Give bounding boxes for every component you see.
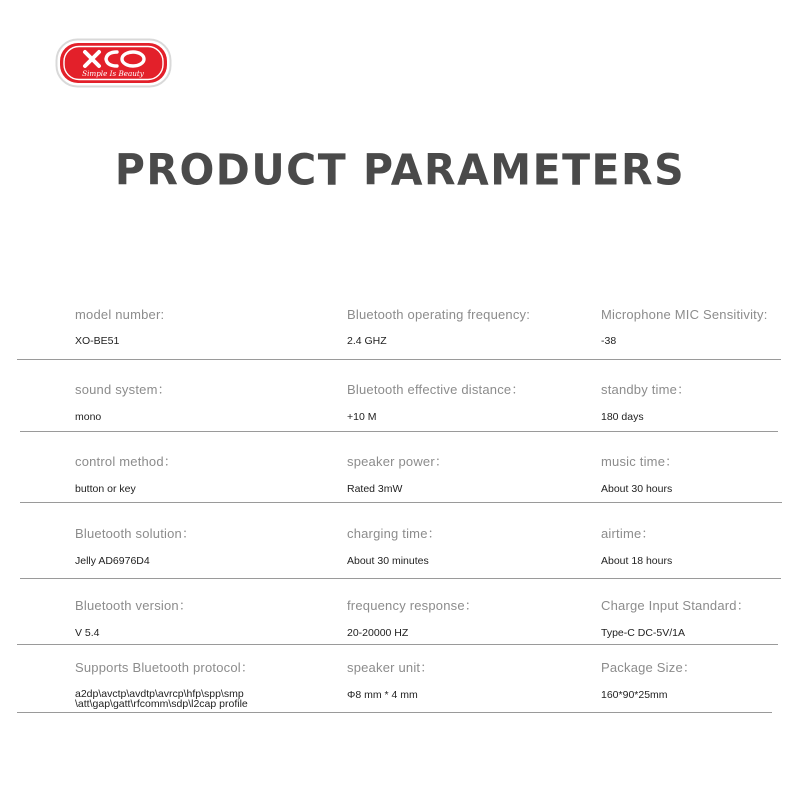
parameter-label: airtime： [601,526,655,541]
parameter-cell [75,523,195,567]
parameter-value: button or key [75,483,136,495]
parameter-value: +10 M [347,411,377,423]
parameter-label: Bluetooth effective distance： [347,382,525,397]
row-divider [20,578,781,579]
parameter-value: About 30 minutes [347,555,429,567]
parameter-value: Φ8 mm * 4 mm [347,689,418,701]
parameter-cell [601,379,690,423]
parameter-cell [347,307,530,347]
parameter-cell [347,595,478,639]
logo-tagline: Simple Is Beauty [82,69,144,78]
parameter-value: XO-BE51 [75,335,120,347]
parameter-cell [601,523,672,567]
parameter-cell [347,379,525,423]
parameter-label: charging time： [347,526,441,541]
parameter-value: mono [75,411,102,423]
parameter-value: 20-20000 HZ [347,627,409,639]
parameter-cell [75,595,192,639]
parameter-value: -38 [601,335,617,347]
parameter-label: standby time： [601,382,691,397]
parameter-label: music time： [601,454,679,469]
parameter-value: About 18 hours [601,555,673,567]
parameter-value: Type-C DC-5V/1A [601,627,686,639]
parameter-label: Bluetooth solution： [75,526,196,541]
row-divider [17,644,778,645]
parameter-label: Supports Bluetooth protocol： [75,660,255,675]
parameter-label: model number: [75,307,165,322]
parameter-label: Bluetooth version： [75,598,193,613]
parameter-label: Bluetooth operating frequency: [347,307,531,322]
page-title: PRODUCT PARAMETERS [114,144,686,196]
parameter-cell [347,657,433,701]
parameter-label: Microphone MIC Sensitivity: [601,307,768,322]
row-divider [20,431,778,432]
parameter-label: control method： [75,454,177,469]
row-divider [17,359,781,360]
parameter-label: Package Size： [601,660,697,675]
row-divider [17,712,772,713]
parameter-cell [601,595,750,639]
parameter-label: frequency response： [347,598,478,613]
parameter-value: 180 days [601,411,644,423]
parameter-value: a2dp\avctp\avdtp\avrcp\hfp\spp\smp \att\gap\gatt\rfcomm\sdp\l2cap profile [75,688,248,710]
row-divider [20,502,782,503]
parameter-cell [601,307,768,347]
parameter-value: Rated 3mW [347,483,403,495]
xo-logo [55,38,172,88]
parameter-cell [601,451,678,495]
parameter-label: Charge Input Standard： [601,598,750,613]
parameter-label: speaker unit： [347,660,434,675]
parameter-label: sound system： [75,382,171,397]
parameter-value: V 5.4 [75,627,100,639]
parameter-cell [75,307,164,347]
parameter-cell [75,657,254,709]
parameter-cell [347,451,448,495]
parameter-cell [75,379,171,423]
parameter-cell [347,523,441,567]
parameter-label: speaker power： [347,454,449,469]
parameter-cell [75,451,177,495]
parameter-value: Jelly AD6976D4 [75,555,150,567]
parameter-value: 160*90*25mm [601,689,668,701]
parameter-value: 2.4 GHZ [347,335,387,347]
parameter-cell [601,657,696,701]
parameter-value: About 30 hours [601,483,673,495]
